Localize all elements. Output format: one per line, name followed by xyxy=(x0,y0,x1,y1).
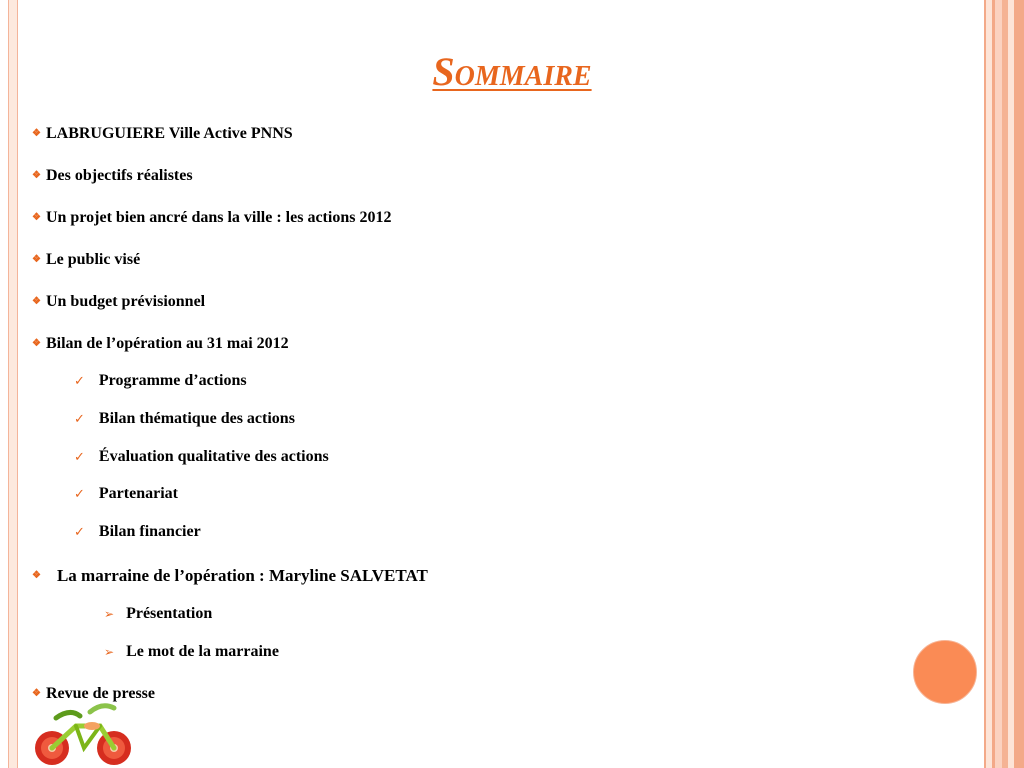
sub-item-partenariat xyxy=(74,485,178,503)
vegetable-bicycle-logo xyxy=(30,700,134,768)
sub-item-label: Bilan financier xyxy=(98,523,201,540)
list-item-public xyxy=(32,251,140,269)
sub-item-presentation xyxy=(104,605,212,623)
list-item-marraine xyxy=(32,566,428,586)
sub-item-label: Bilan thématique des actions xyxy=(98,410,295,427)
sub-item-programme xyxy=(74,372,247,390)
sub-item-evaluation xyxy=(74,448,329,466)
list-item-label: Un budget prévisionnel xyxy=(45,293,206,310)
checkmark-icon: ✓ xyxy=(74,449,85,465)
list-item-bilan xyxy=(32,335,289,353)
sub-item-label: Évaluation qualitative des actions xyxy=(98,448,329,465)
diamond-bullet-icon: ❖ xyxy=(32,570,41,581)
list-item-budget xyxy=(32,293,205,311)
list-item-label: Un projet bien ancré dans la ville : les actions 2012 xyxy=(45,209,392,226)
slide-title: Sommaire xyxy=(432,49,592,94)
list-item-label: Des objectifs réalistes xyxy=(45,167,193,184)
decorative-orange-circle xyxy=(913,640,977,704)
sub-item-mot-marraine xyxy=(104,643,279,661)
arrow-bullet-icon: ➢ xyxy=(104,645,115,659)
diamond-bullet-icon: ❖ xyxy=(32,254,41,265)
list-item-label: La marraine de l’opération : Maryline SALVETAT xyxy=(56,566,428,585)
sub-item-label: Le mot de la marraine xyxy=(126,643,279,660)
list-item-label: Le public visé xyxy=(45,251,141,268)
left-frame-border xyxy=(8,0,18,768)
sub-item-label: Partenariat xyxy=(98,485,178,502)
diamond-bullet-icon: ❖ xyxy=(32,688,41,699)
diamond-bullet-icon: ❖ xyxy=(32,128,41,139)
sub-item-financier xyxy=(74,523,201,541)
diamond-bullet-icon: ❖ xyxy=(32,338,41,349)
checkmark-icon: ✓ xyxy=(74,373,85,389)
list-item-projet xyxy=(32,209,391,227)
sub-item-label: Programme d’actions xyxy=(98,372,247,389)
list-item-label: Revue de presse xyxy=(45,685,155,702)
diamond-bullet-icon: ❖ xyxy=(32,296,41,307)
checkmark-icon: ✓ xyxy=(74,411,85,427)
sub-item-label: Présentation xyxy=(126,605,213,622)
arrow-bullet-icon: ➢ xyxy=(104,607,115,621)
diamond-bullet-icon: ❖ xyxy=(32,212,41,223)
list-item-labruguiere xyxy=(32,125,293,143)
right-frame-border xyxy=(978,0,1024,768)
diamond-bullet-icon: ❖ xyxy=(32,170,41,181)
list-item-objectifs xyxy=(32,167,193,185)
checkmark-icon: ✓ xyxy=(74,486,85,502)
sub-item-thematique xyxy=(74,410,295,428)
list-item-label: LABRUGUIERE Ville Active PNNS xyxy=(45,125,293,142)
list-item-label: Bilan de l’opération au 31 mai 2012 xyxy=(45,335,289,352)
checkmark-icon: ✓ xyxy=(74,524,85,540)
